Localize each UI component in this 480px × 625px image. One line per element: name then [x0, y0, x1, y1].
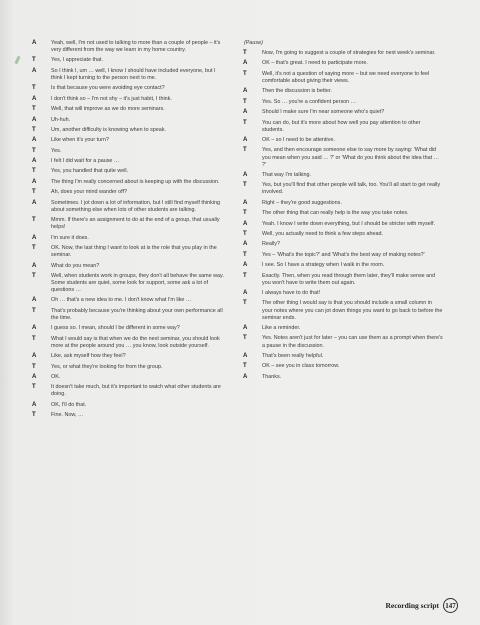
dialogue-line	[243, 252, 443, 259]
speaker-label: T	[32, 307, 36, 314]
dialogue-text: Like when it's your turn?	[51, 137, 109, 144]
dialogue-line	[32, 68, 228, 82]
dialogue-line	[243, 172, 443, 179]
dialogue-text: Yes, and then encourage someone else to say more by saying: 'What did you mean when you said … ?' or 'What do you think about the idea that … ?'	[262, 147, 440, 168]
dialogue-text: What do you mean?	[51, 262, 100, 269]
dialogue-text: OK – see you in class tomorrow.	[262, 363, 340, 370]
dialogue-text: I see. So I have a strategy when I walk in the room.	[262, 262, 385, 269]
dialogue-line	[32, 40, 228, 54]
speaker-label: T	[32, 245, 36, 252]
dialogue-line	[243, 374, 443, 381]
right-dialogue	[243, 50, 443, 381]
speaker-label: T	[243, 70, 247, 77]
margin-mark	[14, 56, 20, 65]
speaker-label: A	[32, 116, 37, 123]
dialogue-text: Yes, but you'll find that other people will talk, too. You'll all start to get really involved.	[262, 182, 441, 196]
pause-label: (Pause)	[244, 40, 263, 46]
speaker-label: T	[32, 384, 36, 391]
dialogue-line	[243, 335, 443, 349]
speaker-label: T	[243, 251, 247, 258]
speaker-label: T	[32, 106, 36, 113]
speaker-label: T	[243, 50, 247, 57]
speaker-label: T	[243, 363, 247, 370]
speaker-label: A	[243, 88, 248, 95]
dialogue-line	[243, 109, 443, 116]
dialogue-text: That way I'm talking.	[262, 171, 311, 178]
dialogue-text: I'm sure it does.	[51, 234, 89, 241]
dialogue-text: Well, that will improve as we do more seminars.	[51, 106, 165, 113]
dialogue-line	[243, 210, 443, 217]
dialogue-text: So I think I, um … well, I know I should have included everyone, but I think I kept turning to the person next to me.	[51, 67, 216, 81]
speaker-label: T	[32, 412, 36, 419]
dialogue-line	[32, 325, 228, 332]
speaker-label: A	[32, 262, 37, 269]
dialogue-line	[243, 71, 443, 85]
dialogue-text: OK, I'll do that.	[51, 401, 87, 408]
speaker-label: A	[243, 262, 248, 269]
dialogue-line	[32, 96, 228, 103]
dialogue-line	[32, 179, 228, 186]
speaker-label: A	[32, 40, 37, 46]
speaker-label: T	[32, 57, 36, 64]
dialogue-line	[243, 120, 443, 134]
dialogue-text: OK – so I need to be attentive.	[262, 137, 335, 144]
dialogue-text: What I would say is that when we do the next seminar, you should look more at the people around you … you know, look outside yourself.	[51, 335, 220, 349]
dialogue-line	[32, 297, 228, 304]
dialogue-line	[32, 217, 228, 231]
dialogue-line	[243, 241, 443, 248]
dialogue-text: Like a reminder.	[262, 325, 301, 332]
dialogue-text: Yes.	[51, 147, 62, 154]
dialogue-line	[243, 60, 443, 67]
dialogue-line	[32, 117, 228, 124]
dialogue-line	[32, 336, 228, 350]
dialogue-text: Yes, you handled that quite well.	[51, 168, 129, 175]
speaker-label: T	[243, 119, 247, 126]
dialogue-line	[32, 148, 228, 155]
speaker-label: A	[243, 352, 248, 359]
dialogue-text: Is that because you were avoiding eye contact?	[51, 85, 165, 92]
right-column	[243, 40, 443, 384]
speaker-label: A	[243, 199, 248, 206]
speaker-label: A	[32, 374, 37, 380]
speaker-label: T	[32, 147, 36, 154]
dialogue-line	[32, 158, 228, 165]
speaker-label: T	[243, 98, 247, 105]
speaker-label: A	[32, 234, 37, 241]
dialogue-line	[32, 85, 228, 92]
speaker-label: A	[243, 220, 248, 227]
dialogue-text: Yes, I appreciate that.	[51, 57, 103, 64]
speaker-label: A	[32, 297, 37, 304]
dialogue-text: I don't think so – I'm not shy – it's just habit, I think.	[51, 95, 172, 102]
dialogue-text: It doesn't take much, but it's important to watch what other students are doing.	[51, 384, 221, 398]
speaker-label: T	[243, 210, 247, 217]
dialogue-line	[32, 235, 228, 242]
dialogue-line	[32, 137, 228, 144]
speaker-label: T	[243, 231, 247, 238]
speaker-label: A	[243, 171, 248, 178]
dialogue-line	[32, 168, 228, 175]
speaker-label: T	[243, 272, 247, 279]
speaker-label: A	[243, 290, 248, 297]
speaker-label: T	[32, 335, 36, 342]
dialogue-text: You can do, but it's more about how well you pay attention to other students.	[262, 119, 421, 133]
page-footer	[385, 598, 458, 613]
dialogue-line	[243, 147, 443, 168]
speaker-label: A	[243, 109, 248, 116]
dialogue-text: Should I make sure I'm near someone who's quiet?	[262, 109, 385, 116]
footer-label: Recording script	[385, 601, 439, 610]
dialogue-line	[243, 137, 443, 144]
dialogue-line	[32, 263, 228, 270]
dialogue-line	[243, 200, 443, 207]
dialogue-line	[32, 308, 228, 322]
dialogue-line	[32, 200, 228, 214]
dialogue-text: Exactly. Then, when you read through them later, they'll make sense and you won't have to write them out again.	[262, 272, 436, 286]
dialogue-text: Fine. Now, …	[51, 412, 84, 419]
dialogue-text: Now, I'm going to suggest a couple of strategies for next week's seminar.	[262, 50, 436, 57]
speaker-label: T	[32, 85, 36, 92]
speaker-label: A	[32, 137, 37, 144]
dialogue-text: Well, you actually need to think a few steps ahead.	[262, 231, 383, 238]
speaker-label: A	[243, 241, 248, 248]
dialogue-text: OK. Now, the last thing I want to look at is the role that you play in the seminar.	[51, 245, 217, 259]
dialogue-line	[243, 300, 443, 321]
speaker-label: T	[32, 168, 36, 175]
dialogue-text: I always have to do that!	[262, 290, 321, 297]
dialogue-text: Really?	[262, 241, 280, 248]
dialogue-text: Yes. Notes aren't just for later – you can use them as a prompt when there's a pause in the discussion.	[262, 335, 443, 349]
dialogue-text: That's probably because you're thinking about your own performance all the time.	[51, 307, 223, 321]
speaker-label: A	[32, 353, 37, 360]
dialogue-text: Thanks.	[262, 373, 282, 380]
dialogue-text: Yeah. I know I write down everything, but I should be stricter with myself.	[262, 220, 435, 227]
dialogue-text: Mmm. If there's an assignment to do at the end of a group, that usually helps!	[51, 217, 220, 231]
dialogue-line	[243, 273, 443, 287]
speaker-label: A	[243, 373, 248, 380]
speaker-label: T	[32, 217, 36, 224]
speaker-label: T	[243, 300, 247, 307]
dialogue-line	[32, 245, 228, 259]
speaker-label: A	[32, 158, 37, 165]
speaker-label: A	[243, 60, 248, 67]
dialogue-text: Ah, does your mind wander off?	[51, 189, 128, 196]
dialogue-line	[243, 363, 443, 370]
dialogue-line	[32, 384, 228, 398]
speaker-label: A	[32, 67, 37, 74]
dialogue-line	[32, 189, 228, 196]
speaker-label: A	[243, 137, 248, 144]
dialogue-text: Right – they're good suggestions.	[262, 199, 342, 206]
speaker-label: T	[32, 189, 36, 196]
speaker-label: T	[32, 126, 36, 133]
dialogue-line	[32, 127, 228, 134]
left-column	[32, 40, 228, 423]
speaker-label: T	[243, 335, 247, 342]
dialogue-line	[32, 374, 228, 381]
dialogue-text: OK – that's great. I need to participate more.	[262, 60, 368, 67]
dialogue-text: The other thing I would say is that you should include a small column in your notes where you can jot down things you want to go back to before the seminar ends.	[262, 300, 443, 321]
dialogue-text: Yes – 'What's the topic?' and 'What's the best way of making notes?'	[262, 251, 425, 258]
speaker-label: A	[32, 178, 37, 185]
dialogue-text: That's been really helpful.	[262, 352, 324, 359]
dialogue-text: Sometimes. I jot down a lot of information, but I still find myself thinking about something else when lots of other students are talking.	[51, 199, 220, 213]
dialogue-line	[32, 402, 228, 409]
speaker-label: T	[32, 363, 36, 370]
dialogue-text: Well, when students work in groups, they don't all behave the same way. Some students are quiet, some look for support, some ask a lot of questions …	[51, 272, 224, 294]
page-number: 147	[443, 598, 458, 613]
dialogue-line	[32, 106, 228, 113]
speaker-label: A	[32, 199, 37, 206]
dialogue-text: Uh-huh.	[51, 116, 71, 123]
dialogue-text: Yeah, well, I'm not used to talking to more than a couple of people – it's very different from the way we learn in my home country.	[51, 40, 221, 54]
dialogue-line	[243, 262, 443, 269]
speaker-label: A	[32, 325, 37, 332]
dialogue-line	[243, 88, 443, 95]
dialogue-line	[32, 412, 228, 419]
dialogue-text: The thing I'm really concerned about is keeping up with the discussion.	[51, 178, 220, 185]
dialogue-line	[32, 273, 228, 294]
dialogue-line	[243, 99, 443, 106]
dialogue-line	[243, 353, 443, 360]
dialogue-text: Um, another difficulty is knowing when to speak.	[51, 126, 166, 133]
speaker-label: A	[32, 95, 37, 102]
dialogue-line	[32, 57, 228, 64]
dialogue-line	[243, 50, 443, 57]
dialogue-line	[243, 325, 443, 332]
speaker-label: A	[32, 401, 37, 408]
speaker-label: T	[243, 182, 247, 189]
speaker-label: A	[243, 325, 248, 332]
speaker-label: T	[32, 272, 36, 279]
dialogue-text: Like, ask myself how they feel?	[51, 353, 126, 360]
dialogue-line	[243, 221, 443, 228]
dialogue-text: I felt I did wait for a pause …	[51, 158, 120, 165]
dialogue-text: Yes. So … you're a confident person …	[262, 98, 357, 105]
dialogue-text: OK.	[51, 374, 61, 380]
dialogue-text: Yes, or what they're looking for from the group.	[51, 363, 163, 370]
speaker-label: T	[243, 147, 247, 154]
dialogue-line	[243, 231, 443, 238]
dialogue-text: Well, it's not a question of saying more – but we need everyone to feel comfortable about giving their views.	[262, 70, 430, 84]
dialogue-text: The other thing that can really help is the way you take notes.	[262, 210, 409, 217]
dialogue-line	[243, 290, 443, 297]
dialogue-line	[32, 364, 228, 371]
dialogue-text: Then the discussion is better.	[262, 88, 332, 95]
dialogue-line	[32, 353, 228, 360]
dialogue-text: Oh … that's a new idea to me. I don't know what I'm like …	[51, 297, 192, 304]
dialogue-line	[243, 182, 443, 196]
dialogue-text: I guess so. I mean, should I be different in some way?	[51, 325, 180, 332]
